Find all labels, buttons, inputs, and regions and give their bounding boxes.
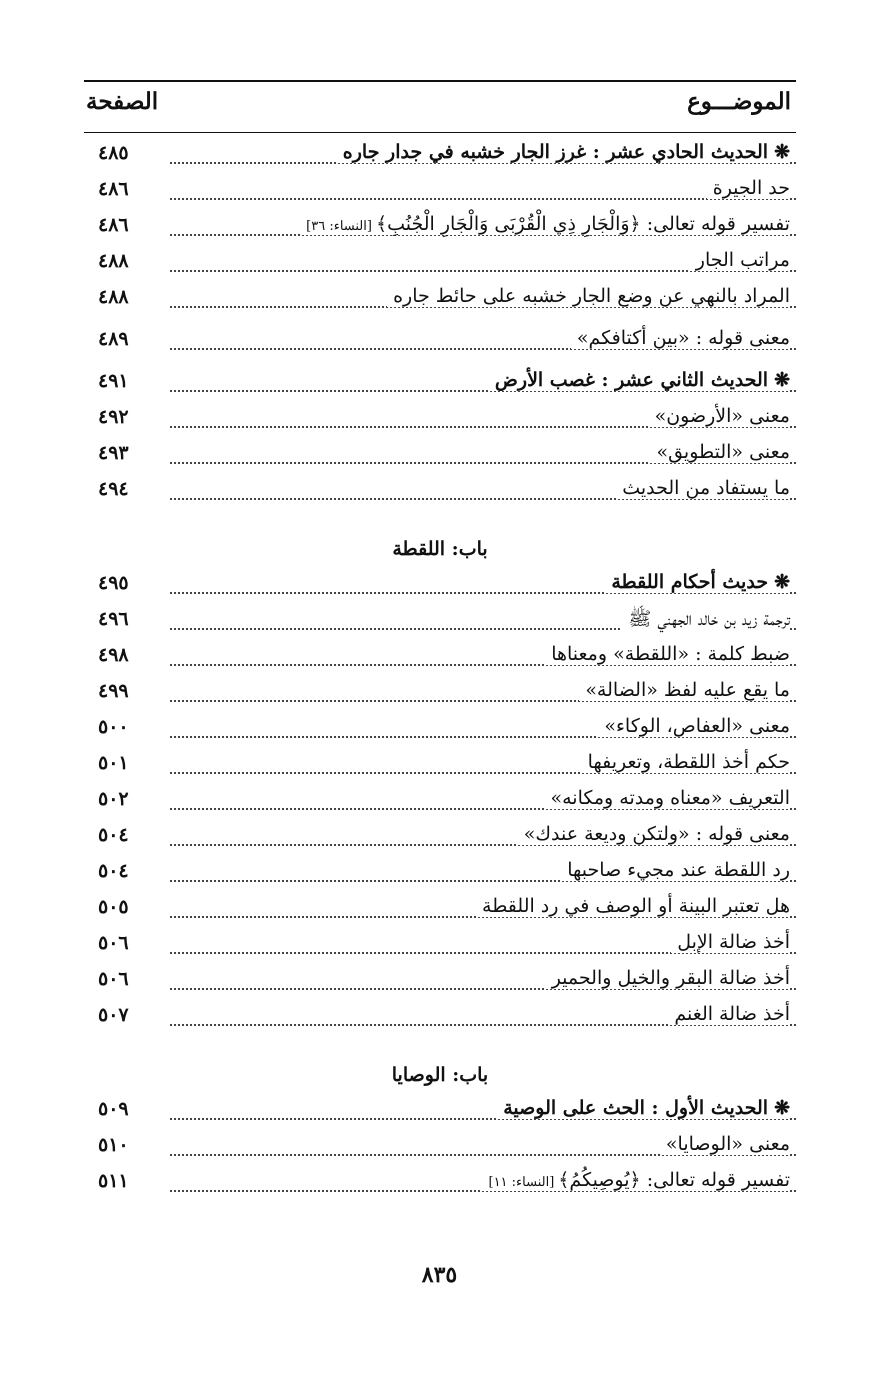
toc-entry[interactable] bbox=[84, 176, 796, 212]
section-heading-wasaya: باب: الوصايا bbox=[391, 1064, 489, 1086]
toc-entry[interactable] bbox=[84, 894, 796, 930]
toc-entry[interactable] bbox=[84, 440, 796, 476]
entry-page-number: ٤٨٦ bbox=[98, 214, 129, 236]
entry-page-number: ٥٠٤ bbox=[98, 824, 129, 846]
toc-entry[interactable] bbox=[84, 966, 796, 1002]
toc-entry[interactable] bbox=[84, 642, 796, 678]
header-rule bbox=[84, 132, 796, 133]
entry-title: ❋الحديث الثاني عشر : غصب الأرض bbox=[489, 369, 790, 391]
entry-title: معنى «التطويق» bbox=[650, 441, 790, 463]
toc-entry[interactable] bbox=[84, 714, 796, 750]
toc-entry[interactable] bbox=[84, 678, 796, 714]
entry-page-number: ٤٩٢ bbox=[98, 406, 129, 428]
toc-entry[interactable] bbox=[84, 284, 796, 320]
entry-title: رد اللقطة عند مجيء صاحبها bbox=[561, 859, 790, 881]
toc-entry[interactable] bbox=[84, 248, 796, 284]
entry-title: مراتب الجار bbox=[690, 249, 790, 271]
toc-entry[interactable] bbox=[84, 1002, 796, 1038]
entry-page-number: ٤٨٩ bbox=[98, 328, 129, 350]
entry-title: هل تعتبر البينة أو الوصف في رد اللقطة bbox=[476, 895, 790, 917]
entry-page-number: ٤٩١ bbox=[98, 370, 129, 392]
toc-entry[interactable] bbox=[84, 786, 796, 822]
entry-page-number: ٥٠٢ bbox=[98, 788, 129, 810]
toc-entry[interactable] bbox=[84, 326, 796, 362]
asterism-icon: ❋ bbox=[774, 369, 790, 391]
entry-title: ❋الحديث الحادي عشر : غرز الجار خشبه في جدار جاره bbox=[337, 141, 790, 163]
asterism-icon: ❋ bbox=[774, 571, 790, 593]
toc-entry[interactable] bbox=[84, 606, 796, 642]
leader-dots bbox=[170, 198, 796, 200]
entry-page-number: ٤٩٣ bbox=[98, 442, 129, 464]
entry-page-number: ٥٠٩ bbox=[98, 1098, 129, 1120]
entry-page-number: ٤٨٦ bbox=[98, 178, 129, 200]
entry-page-number: ٤٨٥ bbox=[98, 142, 129, 164]
toc-entry[interactable] bbox=[84, 140, 796, 176]
entry-title: حد الجيرة bbox=[707, 177, 790, 199]
toc-entry[interactable] bbox=[84, 212, 796, 248]
verse-reference: [النساء: ٣٦] bbox=[306, 219, 372, 234]
entry-page-number: ٥٠٦ bbox=[98, 932, 129, 954]
toc-entry[interactable] bbox=[84, 858, 796, 894]
entry-title: التعريف «معناه ومدته ومكانه» bbox=[544, 787, 790, 809]
entry-page-number: ٤٩٨ bbox=[98, 644, 129, 666]
entry-title: ضبط كلمة : «اللقطة» ومعناها bbox=[545, 643, 790, 665]
verse-reference: [النساء: ١١] bbox=[488, 1175, 555, 1190]
entry-title: تفسير قوله تعالى: ﴿وَالْجَارِ ذِي الْقُرْبَى وَالْجَارِ الْجُنُبِ﴾[النساء: ٣٦] bbox=[300, 213, 790, 235]
entry-page-number: ٤٨٨ bbox=[98, 286, 129, 308]
toc-entry[interactable] bbox=[84, 570, 796, 606]
toc-entry[interactable] bbox=[84, 1096, 796, 1132]
entry-title: تفسير قوله تعالى: ﴿يُوصِيكُمُ﴾[النساء: ١١] bbox=[482, 1169, 790, 1191]
entry-page-number: ٥٠٦ bbox=[98, 968, 129, 990]
entry-title: ❋حديث أحكام اللقطة bbox=[605, 571, 790, 593]
entry-title: معنى «الأرضون» bbox=[649, 405, 790, 427]
entry-title: ما يستفاد من الحديث bbox=[616, 477, 790, 499]
entry-title: ❋الحديث الأول : الحث على الوصية bbox=[497, 1097, 790, 1119]
page-number: ٨٣٥ bbox=[421, 1262, 458, 1288]
entry-title: أخذ ضالة البقر والخيل والحمير bbox=[546, 967, 790, 989]
entry-title: المراد بالنهي عن وضع الجار خشبه على حائط جاره bbox=[387, 285, 790, 307]
entry-page-number: ٥٠٧ bbox=[98, 1004, 129, 1026]
top-rule bbox=[84, 80, 796, 82]
entry-page-number: ٤٩٤ bbox=[98, 478, 129, 500]
toc-entry[interactable] bbox=[84, 930, 796, 966]
entry-page-number: ٤٩٥ bbox=[98, 572, 129, 594]
entry-title: معنى قوله : «ولتكن وديعة عندك» bbox=[518, 823, 790, 845]
toc-entry[interactable] bbox=[84, 750, 796, 786]
toc-entry[interactable] bbox=[84, 1132, 796, 1168]
entry-page-number: ٤٩٩ bbox=[98, 680, 129, 702]
entry-title: معنى «الوصايا» bbox=[660, 1133, 790, 1155]
toc-entry[interactable] bbox=[84, 822, 796, 858]
entry-page-number: ٥١٠ bbox=[98, 1134, 129, 1156]
entry-page-number: ٥٠٥ bbox=[98, 896, 129, 918]
entry-title: ترجمة زيد بن خالد الجهني ﷺ bbox=[622, 607, 790, 635]
entry-title: معنى قوله : «بين أكتافكم» bbox=[571, 327, 790, 349]
entry-title: أخذ ضالة الغنم bbox=[668, 1003, 790, 1025]
entry-page-number: ٤٨٨ bbox=[98, 250, 129, 272]
entry-title: ما يقع عليه لفظ «الضالة» bbox=[579, 679, 790, 701]
toc-entry[interactable] bbox=[84, 476, 796, 512]
entry-page-number: ٥١١ bbox=[98, 1170, 129, 1192]
entry-page-number: ٤٩٦ bbox=[98, 608, 129, 630]
section-heading-luqata: باب: اللقطة bbox=[392, 538, 488, 560]
page-column-header: الصفحة bbox=[86, 88, 159, 115]
entry-title: معنى «العفاص، الوكاء» bbox=[598, 715, 790, 737]
topic-column-header: الموضـــوع bbox=[687, 88, 791, 115]
asterism-icon: ❋ bbox=[774, 141, 790, 163]
entry-page-number: ٥٠١ bbox=[98, 752, 129, 774]
toc-entry[interactable] bbox=[84, 1168, 796, 1204]
entry-page-number: ٥٠٠ bbox=[98, 716, 129, 738]
toc-entry[interactable] bbox=[84, 368, 796, 404]
entry-page-number: ٥٠٤ bbox=[98, 860, 129, 882]
entry-title: حكم أخذ اللقطة، وتعريفها bbox=[582, 751, 790, 773]
entry-title: أخذ ضالة الإبل bbox=[671, 931, 790, 953]
asterism-icon: ❋ bbox=[774, 1097, 790, 1119]
toc-entry[interactable] bbox=[84, 404, 796, 440]
